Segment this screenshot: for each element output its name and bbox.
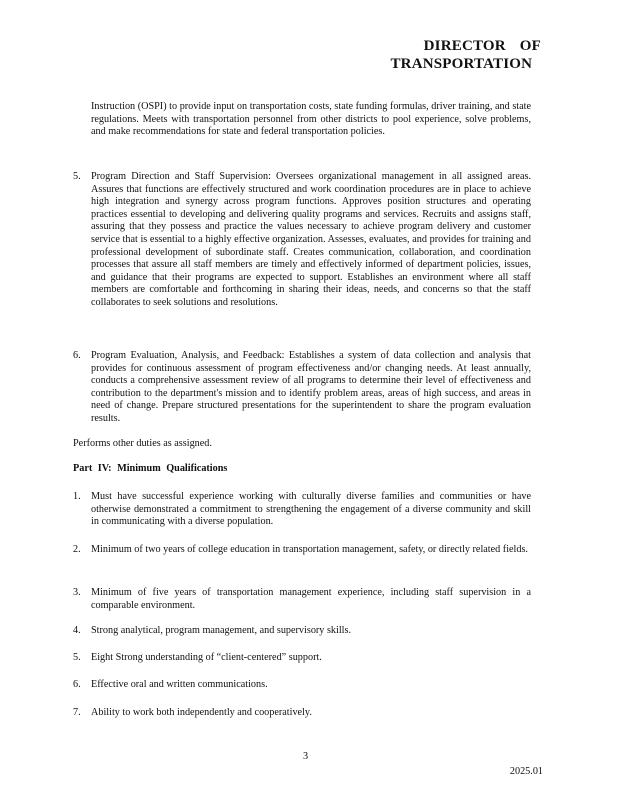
revision-date: 2025.01: [509, 766, 543, 777]
title-line-1: DIRECTOR OF: [423, 38, 541, 54]
qualification-1-number: 1.: [73, 491, 81, 502]
page-number: 3: [303, 751, 309, 762]
qualification-2-number: 2.: [73, 544, 81, 555]
qualification-1-text: Must have successful experience working with culturally diverse families and communities or have otherwise demonstrated a commitment to strengthening the engagement of a diverse community and skill in communicating with a diverse population.: [91, 491, 531, 528]
qualification-4-text: Strong analytical, program management, and supervisory skills.: [91, 625, 352, 636]
continuation-paragraph: Instruction (OSPI) to provide input on transportation costs, state funding formulas, driver training, and state regulations. Meets with transportation personnel from other districts to pool experience, solve problems, and make recommendations for state and federal transportation policies.: [91, 101, 531, 138]
qualification-7-number: 7.: [73, 707, 81, 718]
qualification-5-text: Eight Strong understanding of “client-centered” support.: [91, 652, 322, 663]
duty-5-number: 5.: [73, 171, 81, 182]
other-duties-text: Performs other duties as assigned.: [73, 438, 212, 449]
document-title: [382, 37, 541, 73]
duty-5-text: Program Direction and Staff Supervision: Oversees organizational management in all assigned areas. Assures that functions are effectively structured and work coordination procedures are in place to achieve high integration and synergy across program functions. Approves position structures and operating practices essential to developing and delivering quality programs and services. Recruits and assigns staff, assuring that they possess and practice the values necessary to achieve program delivery and customer service that is essential to a highly effective organization. Assesses, evaluates, and provides for training and professional development of subordinate staff. Creates communication, collaboration, and coordination processes that assure all staff members are timely and effectively informed of department policies, issues, and guidance that their programs are expected to support. Establishes an environment where all staff members are comfortable and forthcoming in sharing their ideas, needs, and concerns so that the staff collaborates to seek solutions and resolutions.: [91, 171, 531, 308]
qualification-6-text: Effective oral and written communications.: [91, 679, 268, 690]
qualification-6-number: 6.: [73, 679, 81, 690]
title-line-2: TRANSPORTATION: [390, 56, 533, 72]
duty-6-text: Program Evaluation, Analysis, and Feedback: Establishes a system of data collection and analysis that provides for continuous assessment of program effectiveness and/or changing needs. At least annually, conducts a comprehensive assessment review of all programs to determine their level of effectiveness and contribution to the department's mission and to identify problem areas, areas of high success, and areas in need of change. Prepare structured presentations for the superintendent to share the program evaluation results.: [91, 350, 531, 424]
qualification-7-text: Ability to work both independently and cooperatively.: [91, 707, 312, 718]
qualification-3-number: 3.: [73, 587, 81, 598]
qualification-4-number: 4.: [73, 625, 81, 636]
qualification-5-number: 5.: [73, 652, 81, 663]
qualification-3-text: Minimum of five years of transportation management experience, including staff supervision in a comparable environment.: [91, 587, 531, 611]
duty-6-number: 6.: [73, 350, 81, 361]
qualification-2-text: Minimum of two years of college education in transportation management, safety, or directly related fields.: [91, 544, 528, 555]
section-heading: Part IV: Minimum Qualifications: [73, 463, 228, 474]
